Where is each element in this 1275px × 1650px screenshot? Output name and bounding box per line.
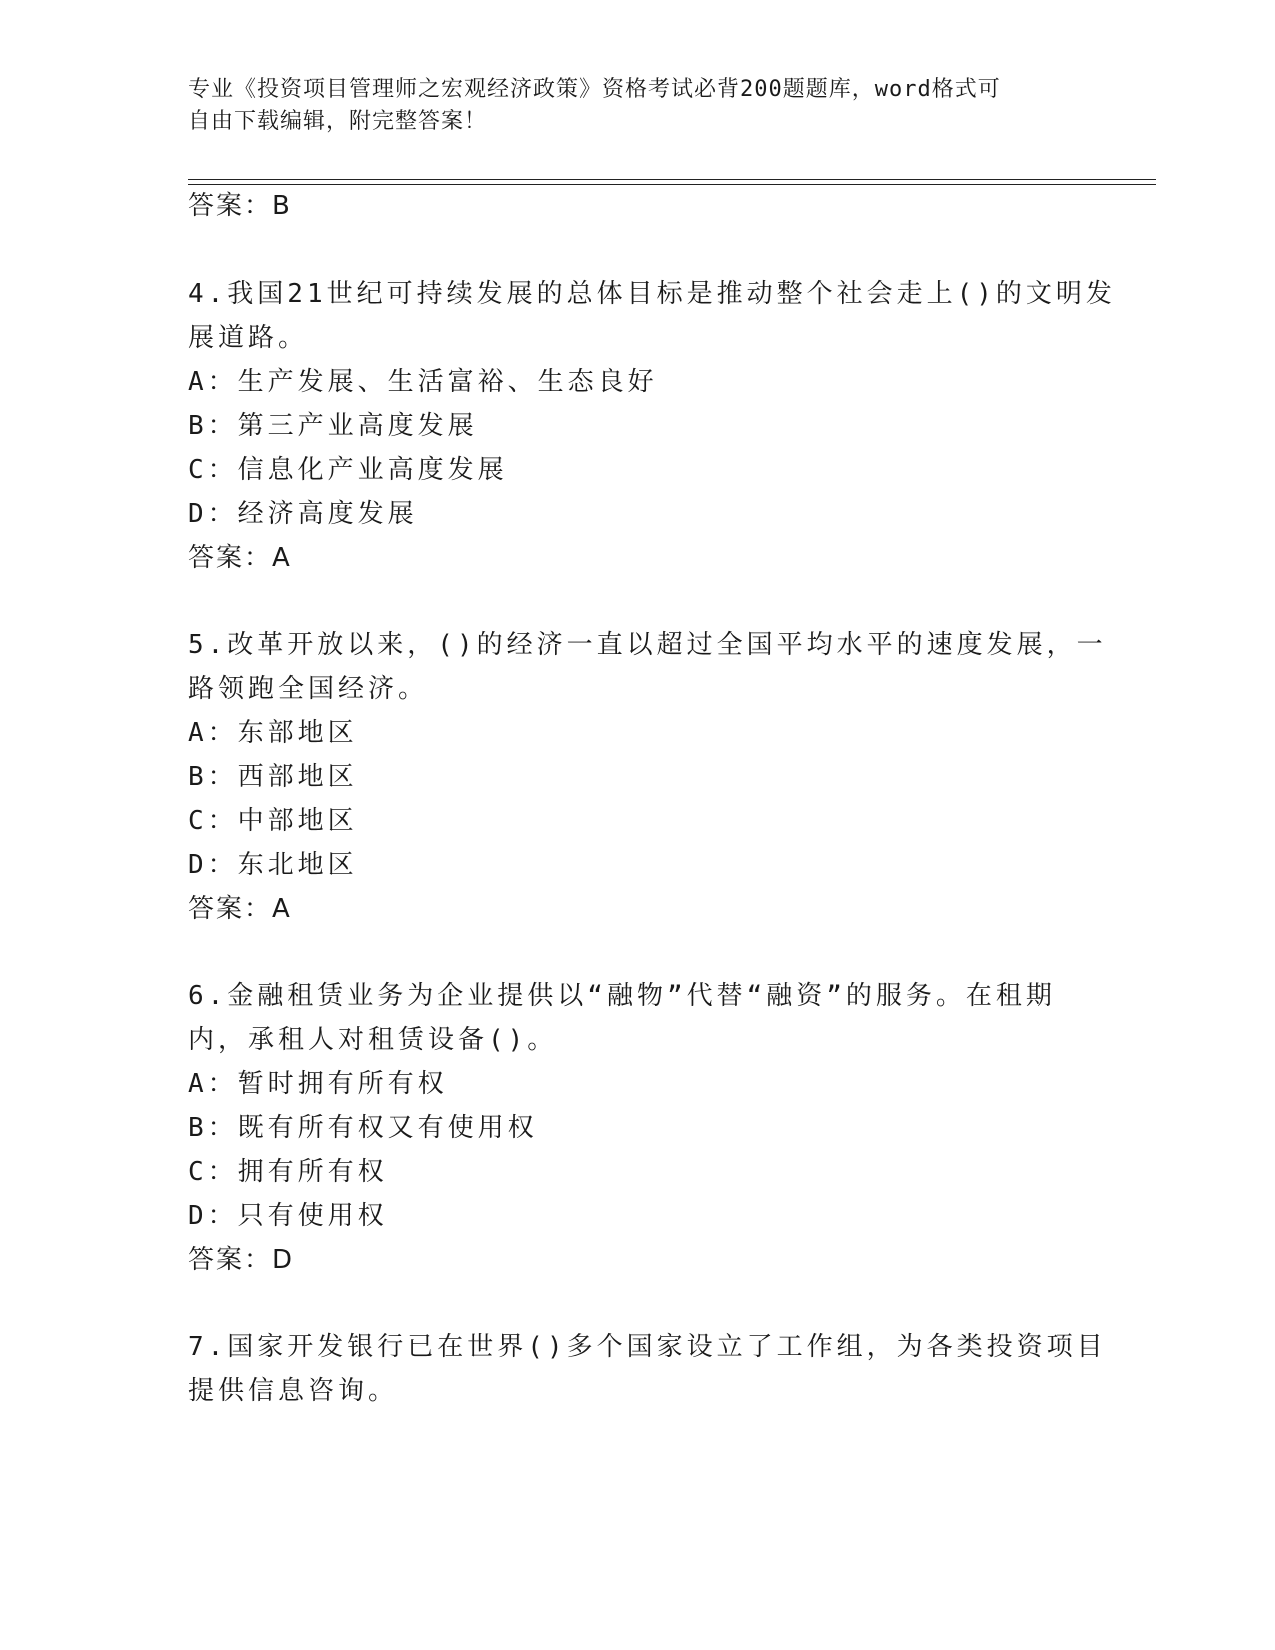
question-4-option-a: A：生产发展、生活富裕、生态良好 <box>188 367 658 397</box>
header-divider-top <box>188 179 1156 180</box>
question-4-stem-line-1: 4.我国21世纪可持续发展的总体目标是推动整个社会走上()的文明发 <box>188 279 1116 309</box>
answer-q3: 答案：B <box>188 191 292 221</box>
question-7-stem-line-1: 7.国家开发银行已在世界()多个国家设立了工作组，为各类投资项目 <box>188 1332 1107 1362</box>
question-5-option-d: D：东北地区 <box>188 850 358 880</box>
document-header <box>188 74 1068 138</box>
question-5-option-c: C：中部地区 <box>188 806 358 836</box>
answer-q5: 答案：A <box>188 894 292 924</box>
header-line-1: 专业《投资项目管理师之宏观经济政策》资格考试必背200题题库，word格式可 <box>188 77 1001 102</box>
header-divider-bottom <box>188 184 1156 185</box>
question-4-option-d: D：经济高度发展 <box>188 499 418 529</box>
question-5-option-a: A：东部地区 <box>188 718 358 748</box>
question-6-option-c: C：拥有所有权 <box>188 1157 388 1187</box>
question-5-stem-line-2: 路领跑全国经济。 <box>188 674 429 704</box>
question-5-stem-line-1: 5.改革开放以来，()的经济一直以超过全国平均水平的速度发展，一 <box>188 630 1107 660</box>
question-4-option-b: B：第三产业高度发展 <box>188 411 478 441</box>
question-6-stem-line-1: 6.金融租赁业务为企业提供以“融物”代替“融资”的服务。在租期 <box>188 981 1056 1011</box>
header-line-2: 自由下载编辑，附完整答案！ <box>188 109 488 134</box>
question-4-stem-line-2: 展道路。 <box>188 323 309 353</box>
question-6-option-a: A：暂时拥有所有权 <box>188 1069 448 1099</box>
question-6-option-d: D：只有使用权 <box>188 1201 388 1231</box>
question-4-option-c: C：信息化产业高度发展 <box>188 455 508 485</box>
answer-q4: 答案：A <box>188 543 292 573</box>
question-5-option-b: B：西部地区 <box>188 762 358 792</box>
answer-q6: 答案：D <box>188 1245 295 1275</box>
question-6-option-b: B：既有所有权又有使用权 <box>188 1113 538 1143</box>
question-6-stem-line-2: 内，承租人对租赁设备()。 <box>188 1025 558 1055</box>
question-7-stem-line-2: 提供信息咨询。 <box>188 1376 399 1406</box>
